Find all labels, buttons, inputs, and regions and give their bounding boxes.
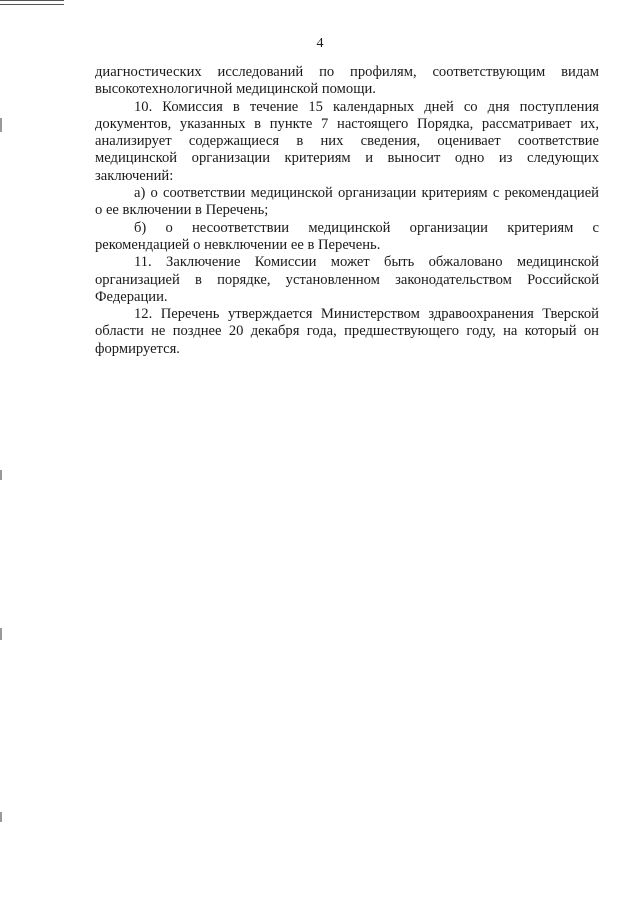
paragraph-subitem-a: а) о соответствии медицинской организации критериям с рекомендацией о ее включении в Перечень; [95, 185, 599, 219]
scan-edge-mark [0, 812, 2, 822]
paragraph-item-12: 12. Перечень утверждается Министерством здравоохранения Тверской области не позднее 20 декабря года, предшествующего году, на который он формируется. [95, 306, 599, 357]
scan-edge-mark [0, 628, 2, 640]
paragraph-subitem-b: б) о несоответствии медицинской организации критериям с рекомендацией о невключении ее в Перечень. [95, 219, 599, 253]
scan-edge-mark [0, 470, 2, 480]
document-body [95, 64, 599, 358]
scan-edge-mark [0, 0, 64, 5]
page-number: 4 [316, 36, 324, 51]
scan-edge-mark [0, 118, 2, 132]
paragraph-item-10: 10. Комиссия в течение 15 календарных дней со дня поступления документов, указанных в пункте 7 настоящего Порядка, рассматривает их, анализирует содержащиеся в них сведения, оценивает соответствие медицинской организации критериям и выносит одно из следующих заключений: [95, 98, 599, 184]
paragraph-item-11: 11. Заключение Комиссии может быть обжаловано медицинской организацией в порядке, установленном законодательством Российской Федерации. [95, 254, 599, 305]
paragraph-continuation: диагностических исследований по профилям, соответствующим видам высокотехнологичной медицинской помощи. [95, 64, 599, 98]
